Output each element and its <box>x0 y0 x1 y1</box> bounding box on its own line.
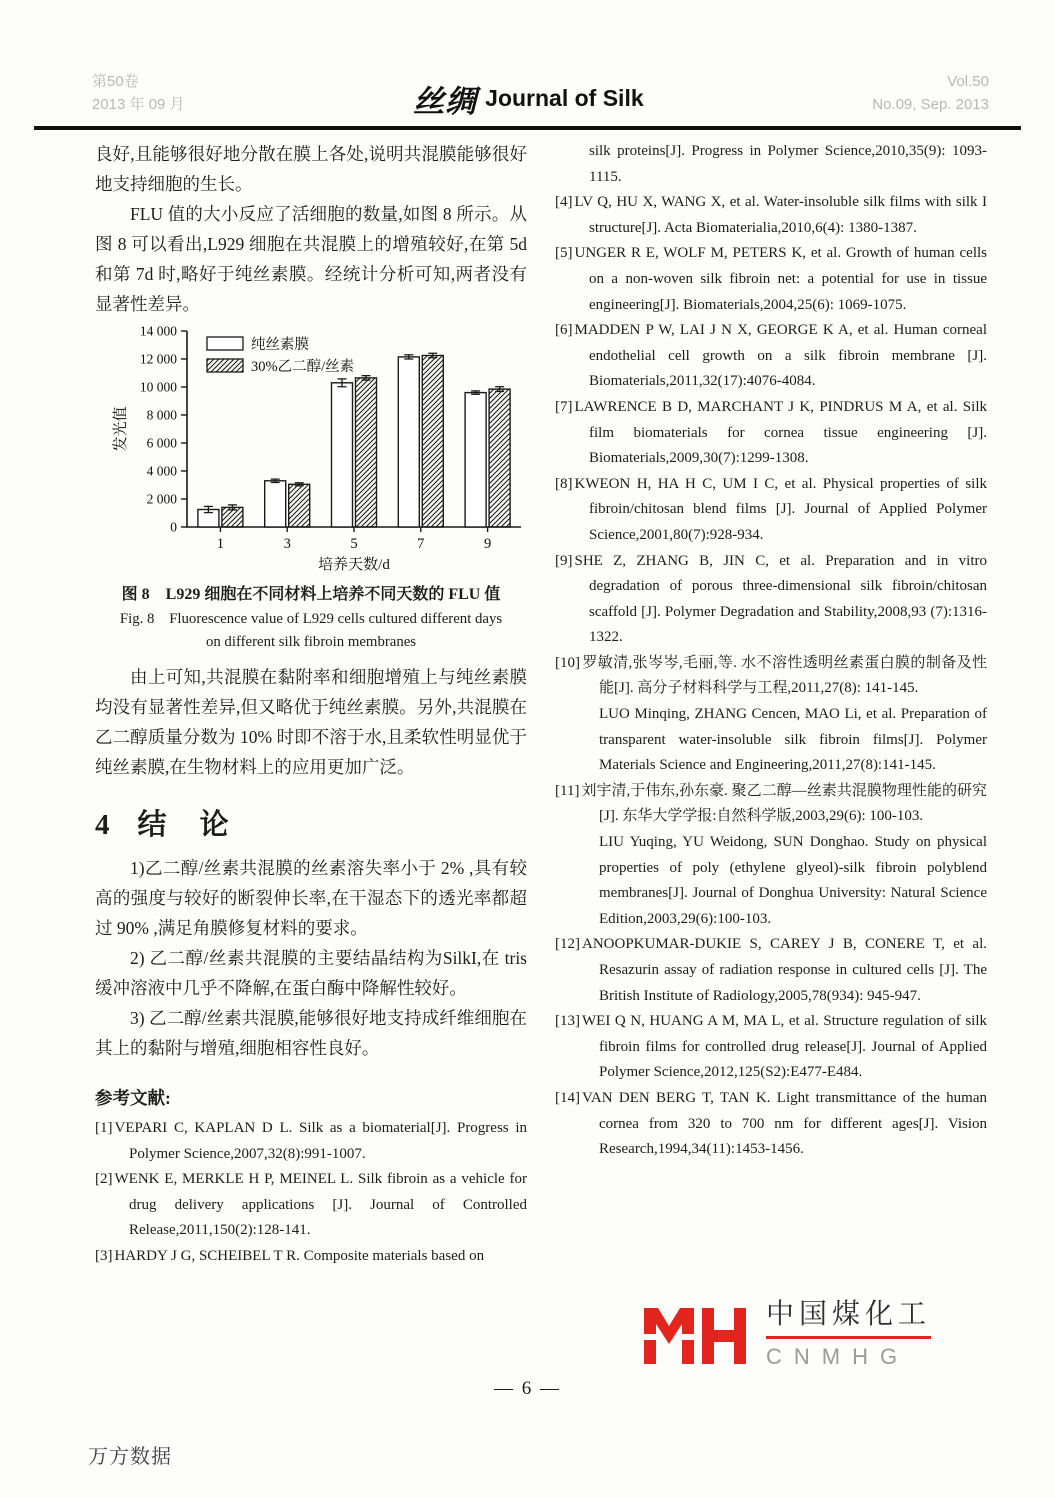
reference-item: [11] 刘宇清,于伟东,孙东豪. 聚乙二醇—丝素共混膜物理性能的研究[J]. 东华大学学报:自然科学版,2003,29(6): 100-103. LIU Yuqing, YU Weidong, SUN Donghao. Study on physical properties of poly (ethylene glyeol)-silk fibroin polyblend membranes[J]. Journal of Donghua University: Natural Science Edition,2003,29(6):100-103. <box>555 779 987 933</box>
figure-caption-en-line2: on different silk fibroin membranes <box>205 634 417 650</box>
figure-caption-cn: 图 8 L929 细胞在不同材料上培养不同天数的 FLU 值 <box>121 586 501 603</box>
reference-number: [4] <box>555 194 573 211</box>
y-tick-label: 4 000 <box>146 463 177 479</box>
x-tick-label: 1 <box>216 536 225 552</box>
reference-item: [14] VAN DEN BERG T, TAN K. Light transmittance of the human cornea from 320 to 700 nm for different ages[J]. Vision Research,1994,34(11):1453-1456. <box>555 1089 987 1158</box>
publisher-name-cn: 中国煤化工 <box>766 1298 932 1329</box>
reference-item: [10] 罗敏清,张岑岑,毛丽,等. 水不溶性透明丝素蛋白膜的制备及性能[J]. 高分子材料科学与工程,2011,27(8): 141-145. LUO Minqing, ZHANG Cencen, MAO Li, et al. Preparation of transparent water-insoluble silk fibroin films[J]. Polymer Materials Science and Engineering,2011,27(8):141-145. <box>555 651 987 779</box>
bar-blend-day9 <box>489 389 510 527</box>
legend-swatch <box>207 359 243 372</box>
journal-logo-en: Journal of Silk <box>485 84 644 111</box>
reference-item: [7] LAWRENCE B D, MARCHANT J K, PINDRUS M A, et al. Silk film biomaterials for cornea tissue engineering [J]. Biomaterials,2009,30(7):1299-1308. <box>555 398 987 467</box>
reference-item: [4] LV Q, HU X, WANG X, et al. Water-insoluble silk films with silk I structure[J]. Acta Biomaterialia,2010,6(4): 1380-1387. <box>555 194 987 236</box>
y-tick-label: 2 000 <box>146 491 177 507</box>
x-axis-title: 培养天数/d <box>318 557 390 573</box>
bar-pure-silk-day3 <box>265 481 286 527</box>
section-number: 4 <box>95 809 112 841</box>
page-header <box>92 70 989 117</box>
header-volume-cn: 第50卷 <box>92 73 139 90</box>
journal-masthead <box>413 76 643 121</box>
header-date-cn: 2013 年 09 月 <box>92 96 185 114</box>
reference-number: [14] <box>555 1089 580 1106</box>
reference-number: [6] <box>555 322 573 339</box>
page-number: — 6 — <box>494 1378 561 1399</box>
reference-item: [5] UNGER R E, WOLF M, PETERS K, et al. Growth of human cells on a non-woven silk fibroin net: a potential for use in tissue engineering[J]. Biomaterials,2004,25(6): 1069-1075. <box>555 245 987 313</box>
header-issue-block <box>872 70 989 117</box>
reference-number: [8] <box>555 475 573 492</box>
reference-translation: LIU Yuqing, YU Weidong, SUN Donghao. Study on physical properties of poly (ethylene glyeol)-silk fibroin polyblend membranes[J]. Journal of Donghua University: Natural Science Edition,2003,29(6):100-103. <box>599 834 987 927</box>
bar-pure-silk-day5 <box>332 383 353 527</box>
reference-number: [11] <box>555 782 580 799</box>
conclusion-item: 1)乙二醇/丝素共混膜的丝素溶失率小于 2% ,具有较高的强度与较好的断裂伸长率,在干湿态下的透光率都超过 90% ,满足角膜修复材料的要求。 <box>95 858 527 938</box>
conclusion-item: 2) 乙二醇/丝素共混膜的主要结晶结构为SilkI,在 tris 缓冲溶液中几乎不降解,在蛋白酶中降解性较好。 <box>95 948 527 998</box>
publisher-logo <box>638 1292 931 1370</box>
header-issue-en: No.09, Sep. 2013 <box>872 96 989 114</box>
reference-item: [9] SHE Z, ZHANG B, JIN C, et al. Preparation and in vitro degradation of porous three-dimensional silk fibroin/chitosan scaffold [J]. Polymer Degradation and Stability,2008,93 (7):1316-1322. <box>555 552 987 646</box>
reference-item: [12] ANOOPKUMAR-DUKIE S, CAREY J B, CONERE T, et al. Resazurin assay of radiation response in cultured cells [J]. The British Institute of Radiology,2005,78(934): 945-947. <box>555 936 987 1004</box>
right-column <box>555 139 987 1270</box>
fig8-svg <box>105 323 535 575</box>
reference-number: [9] <box>555 552 573 569</box>
reference-list-right <box>555 139 987 1163</box>
fig8-bar-chart <box>105 323 527 580</box>
cnmhg-logo-mark <box>638 1294 750 1368</box>
header-volume-block <box>92 70 185 117</box>
reference-number: [7] <box>555 398 573 415</box>
y-tick-label: 10 000 <box>139 379 177 395</box>
body-paragraph: FLU 值的大小反应了活细胞的数量,如图 8 所示。从图 8 可以看出,L929 细胞在共混膜上的增殖较好,在第 5d 和第 7d 时,略好于纯丝素膜。经统计分析可知,两者没有显著性差异。 <box>95 204 527 314</box>
section-heading <box>95 802 527 843</box>
reference-item: [1] VEPARI C, KAPLAN D L. Silk as a biomaterial[J]. Progress in Polymer Science,2007,32(8):991-1007. <box>95 1120 527 1162</box>
reference-list-left <box>95 1116 527 1270</box>
reference-number: [5] <box>555 245 573 262</box>
y-tick-label: 6 000 <box>146 435 177 451</box>
x-tick-label: 7 <box>417 536 425 552</box>
reference-item: [13] WEI Q N, HUANG A M, MA L, et al. Structure regulation of silk fibroin films for controlled drug release[J]. Journal of Applied Polymer Science,2012,125(S2):E477-E484. <box>555 1013 987 1081</box>
y-tick-label: 14 000 <box>139 323 177 339</box>
references-heading: 参考文献: <box>95 1088 171 1108</box>
reference-item: [2] WENK E, MERKLE H P, MEINEL L. Silk fibroin as a vehicle for drug delivery applications [J]. Journal of Controlled Release,2011,150(2):128-141. <box>95 1171 527 1239</box>
publisher-logo-rule <box>766 1336 931 1339</box>
y-axis-title: 发光值 <box>113 406 129 452</box>
x-tick-label: 3 <box>283 536 291 552</box>
legend-label: 纯丝素膜 <box>251 337 309 353</box>
two-column-body <box>95 139 987 1270</box>
section-title: 结 论 <box>137 809 231 841</box>
publisher-name-en: CNMHG <box>766 1344 910 1369</box>
bar-blend-day3 <box>289 484 310 527</box>
y-tick-label: 12 000 <box>139 351 177 367</box>
body-paragraph: 由上可知,共混膜在黏附率和细胞增殖上与纯丝素膜均没有显著性差异,但又略优于纯丝素膜。另外,共混膜在乙二醇质量分数为 10% 时即不溶于水,且柔软性明显优于纯丝素膜,在生物材料上的应用更加广泛。 <box>95 667 527 777</box>
y-tick-label: 8 000 <box>146 407 177 423</box>
reference-item: [8] KWEON H, HA H C, UM I C, et al. Physical properties of silk fibroin/chitosan blend films [J]. Journal of Applied Polymer Science,2001,80(7):928-934. <box>555 475 987 543</box>
reference-item: silk proteins[J]. Progress in Polymer Science,2010,35(9): 1093-1115. <box>589 143 987 185</box>
reference-number: [2] <box>95 1171 113 1188</box>
reference-number: [3] <box>95 1247 113 1264</box>
reference-item: [6] MADDEN P W, LAI J N X, GEORGE K A, et al. Human corneal endothelial cell growth on a silk fibroin membrane [J]. Biomaterials,2011,32(17):4076-4084. <box>555 322 987 390</box>
wanfang-watermark: 万方数据 <box>88 1446 172 1468</box>
bar-blend-day7 <box>422 356 443 528</box>
reference-number: [10] <box>555 654 580 671</box>
reference-translation: LUO Minqing, ZHANG Cencen, MAO Li, et al. Preparation of transparent water-insoluble silk fibroin films[J]. Polymer Materials Science and Engineering,2011,27(8):141-145. <box>599 706 987 774</box>
header-rule <box>34 126 1021 130</box>
legend-swatch <box>207 337 243 350</box>
x-tick-label: 9 <box>483 536 492 552</box>
bar-pure-silk-day7 <box>398 357 419 527</box>
reference-number: [1] <box>95 1120 113 1136</box>
reference-item: [3] HARDY J G, SCHEIBEL T R. Composite materials based on <box>95 1247 485 1264</box>
header-volume-en: Vol.50 <box>947 73 989 90</box>
body-paragraph: 良好,且能够很好地分散在膜上各处,说明共混膜能够很好地支持细胞的生长。 <box>95 144 527 194</box>
conclusion-item: 3) 乙二醇/丝素共混膜,能够很好地支持成纤维细胞在其上的黏附与增殖,细胞相容性良好。 <box>95 1008 527 1058</box>
bar-blend-day5 <box>356 378 377 527</box>
bar-pure-silk-day9 <box>465 393 486 527</box>
x-tick-label: 5 <box>350 536 358 552</box>
journal-logo-cn: 丝绸 <box>413 83 478 119</box>
left-column <box>95 139 527 1270</box>
y-tick-label: 0 <box>170 519 177 535</box>
legend-label: 30%乙二醇/丝素 <box>251 359 355 375</box>
figure-caption-en-line1: Fig. 8 Fluorescence value of L929 cells cultured different days <box>119 611 503 627</box>
reference-number: [13] <box>555 1013 580 1030</box>
publisher-logo-text <box>766 1292 931 1370</box>
reference-number: [12] <box>555 936 580 953</box>
